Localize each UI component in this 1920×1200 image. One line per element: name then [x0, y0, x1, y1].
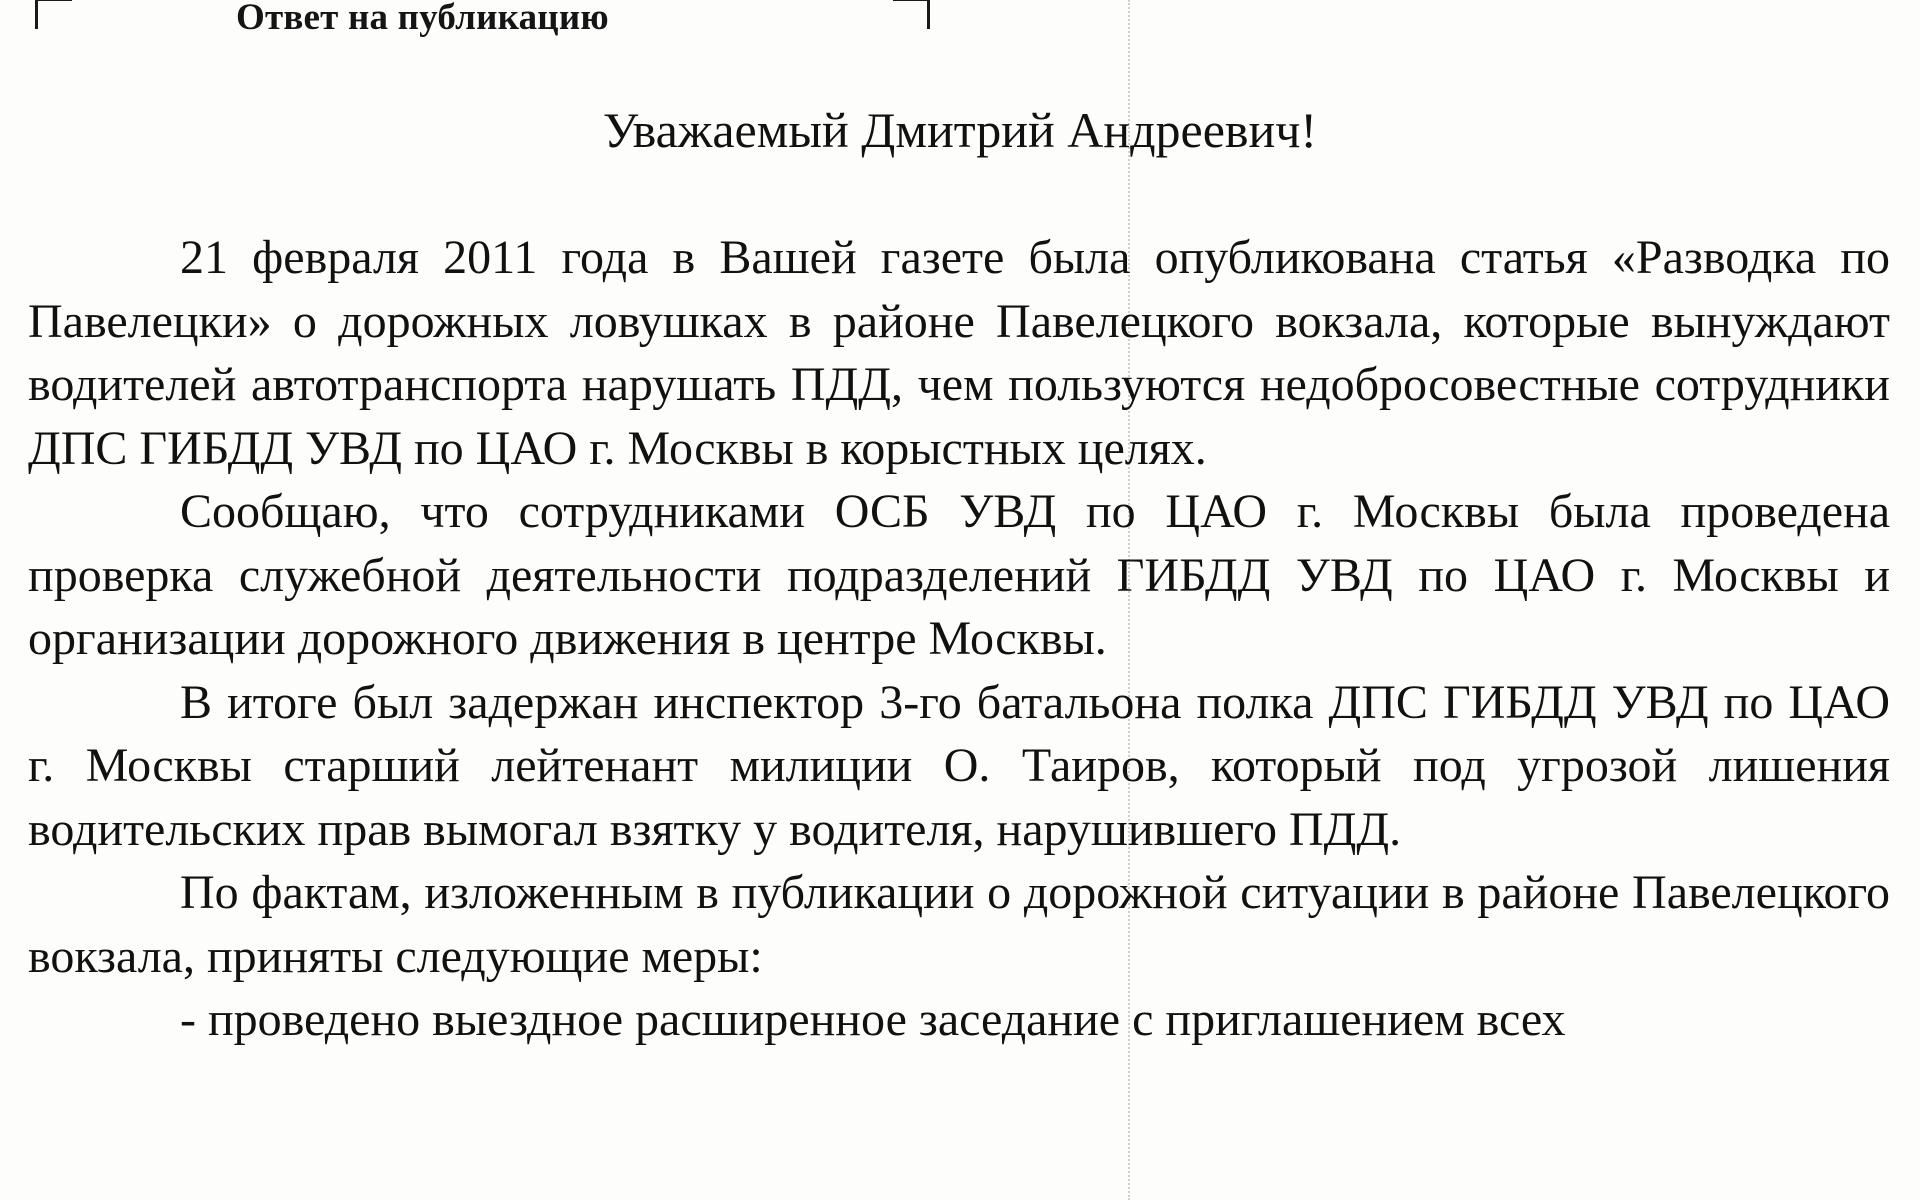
paragraph-detention: В итоге был задержан инспектор 3-го батальона полка ДПС ГИБДД УВД по ЦАО г. Москвы старший лейтенант милиции О. Таиров, который под угрозой лишения водительских прав вымогал взятку у водителя, нарушившего ПДД. — [28, 675, 1890, 856]
letter-body — [28, 226, 1890, 1052]
salutation: Уважаемый Дмитрий Андреевич! — [602, 102, 1318, 158]
header-right-corner-mark — [893, 0, 930, 29]
paragraph-article-reference: 21 февраля 2011 года в Вашей газете была опубликована статья «Разводка по Павелецки» о дорожных ловушках в районе Павелецкого вокзала, которые вынуждают водителей автотранспорта нарушать ПДД, чем пользуются недобросовестные сотрудники ДПС ГИБДД УВД по ЦАО г. Москвы в корыстных целях. — [28, 231, 1890, 475]
reply-to-publication-label: Ответ на публикацию — [236, 0, 609, 38]
header-left-corner-mark — [35, 0, 72, 29]
paragraph-measure-item: - проведено выездное расширенное заседание с приглашением всех — [180, 993, 1566, 1046]
paragraph-inspection-report: Сообщаю, что сотрудниками ОСБ УВД по ЦАО г. Москвы была проведена проверка служебной деятельности подразделений ГИБДД УВД по ЦАО г. Москвы и организации дорожного движения в центре Москвы. — [28, 485, 1890, 665]
paragraph-measures-intro: По фактам, изложенным в публикации о дорожной ситуации в районе Павелецкого вокзала, приняты следующие меры: — [28, 866, 1890, 983]
